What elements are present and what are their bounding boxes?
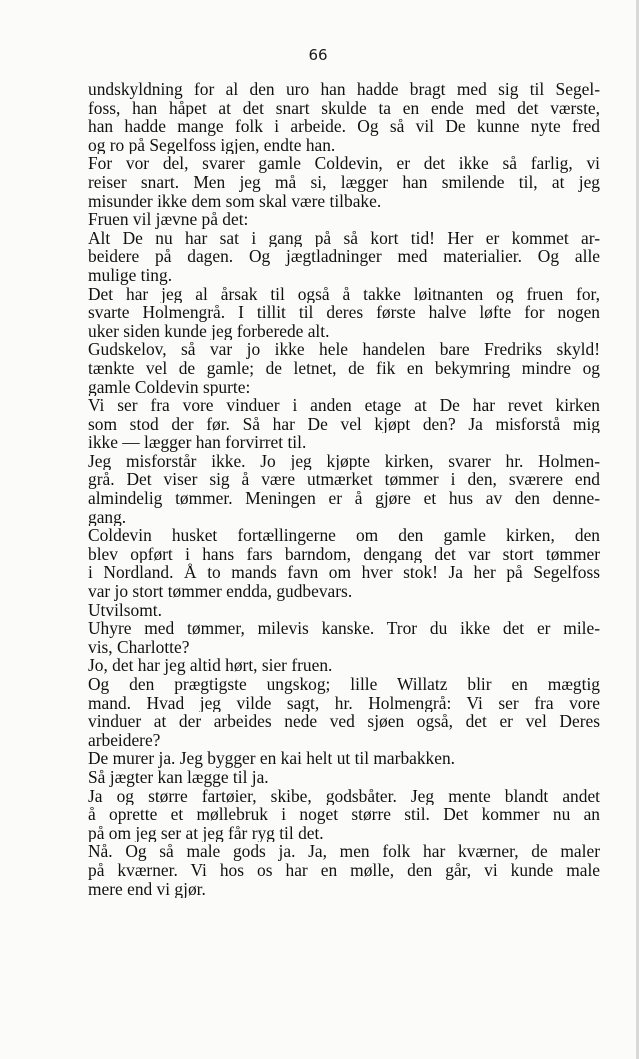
text-line: og ro på Segelfoss igjen, endte han.	[88, 135, 336, 155]
paragraph	[88, 229, 600, 285]
text-line: Nå. Og så male gods ja. Ja, men folk har kværner, de maler	[88, 842, 600, 861]
text-line: arbeidere?	[88, 730, 161, 750]
text-line: Fruen vil jævne på det:	[88, 210, 249, 229]
paragraph	[88, 601, 600, 620]
text-line: Utvilsomt.	[88, 600, 162, 620]
text-line: uker siden kunde jeg forberede alt.	[88, 321, 330, 341]
text-line: Coldevin husket fortællingerne om den gamle kirken, den	[88, 526, 600, 545]
text-line: blev opført i hans fars barndom, dengang det var stort tømmer	[88, 544, 600, 564]
text-line: tænkte vel de gamle; de letnet, de fik en bekymring mindre og	[88, 358, 600, 378]
text-line: mere end vi gjør.	[88, 879, 206, 899]
paragraph	[88, 285, 600, 341]
text-line: Uhyre med tømmer, milevis kanske. Tror du ikke det er mile-	[88, 619, 600, 638]
text-line: beidere på dagen. Og jægtladninger med materialier. Og alle	[88, 247, 600, 266]
paragraph	[88, 210, 600, 229]
page-text	[88, 80, 600, 898]
text-line: reiser snart. Men jeg må si, lægger han smilende til, at jeg	[88, 172, 600, 192]
paragraph	[88, 396, 600, 452]
paragraph	[88, 340, 600, 396]
text-line: var jo stort tømmer endda, gudbevars.	[88, 582, 353, 601]
text-line: Så jægter kan lægge til ja.	[88, 767, 269, 787]
text-line: vinduer at der arbeides nede ved sjøen også, det er vel Deres	[88, 712, 600, 731]
text-line: grå. Det viser sig å være utmærket tømmer i den, sværere end	[88, 470, 600, 490]
text-line: undskyldning for al den uro han hadde bragt med sig til Segel-	[88, 80, 600, 99]
text-line: Gudskelov, så var jo ikke hele handelen bare Fredriks skyld!	[88, 340, 600, 359]
text-line: han hadde mange folk i arbeide. Og så vil De kunne nyte fred	[88, 117, 600, 136]
text-line: De murer ja. Jeg bygger en kai helt ut til marbakken.	[88, 749, 456, 768]
text-line: i Nordland. Å to mands favn om hver stok! Ja her på Segelfoss	[88, 563, 600, 583]
text-line: gang.	[88, 507, 127, 527]
text-line: mulige ting.	[88, 265, 173, 285]
paragraph	[88, 749, 600, 768]
paragraph	[88, 842, 600, 898]
paragraph	[88, 154, 600, 210]
paragraph	[88, 452, 600, 526]
text-line: som stod der før. Så har De vel kjøpt den? Ja misforstå mig	[88, 414, 600, 434]
paragraph	[88, 619, 600, 656]
paragraph	[88, 675, 600, 749]
text-line: Og den prægtigste ungskog; lille Willatz blir en mægtig	[88, 675, 600, 694]
page-number: 66	[308, 46, 328, 64]
text-line: Ja og større fartøier, skibe, godsbåter. Jeg mente blandt andet	[88, 786, 600, 806]
paragraph	[88, 656, 600, 675]
text-line: Det har jeg al årsak til også å takke løitnanten og fruen for,	[88, 284, 600, 304]
paragraph	[88, 768, 600, 787]
text-line: ikke — lægger han forvirret til.	[88, 433, 307, 452]
paragraph	[88, 787, 600, 843]
text-line: svarte Holmengrå. I tillit til deres første halve løfte for nogen	[88, 303, 600, 322]
text-line: Jo, det har jeg altid hørt, sier fruen.	[88, 656, 333, 675]
text-line: på om jeg ser at jeg får ryg til det.	[88, 823, 324, 843]
text-line: misunder ikke dem som skal være tilbake.	[88, 191, 382, 211]
text-line: gamle Coldevin spurte:	[88, 377, 251, 397]
text-line: For vor del, svarer gamle Coldevin, er det ikke så farlig, vi	[88, 154, 600, 173]
paragraph	[88, 526, 600, 600]
text-line: å oprette et møllebruk i noget større stil. Det kommer nu an	[88, 805, 600, 824]
text-line: mand. Hvad jeg vilde sagt, hr. Holmengrå: Vi ser fra vore	[88, 693, 600, 713]
text-line: almindelig tømmer. Meningen er å gjøre et hus av den denne-	[88, 489, 600, 508]
text-line: foss, han håpet at det snart skulde ta en ende med det værste,	[88, 98, 600, 118]
text-line: på kværner. Vi hos os har en mølle, den går, vi kunde male	[88, 860, 600, 880]
paragraph	[88, 80, 600, 154]
text-line: Jeg misforstår ikke. Jo jeg kjøpte kirken, svarer hr. Holmen-	[88, 451, 600, 471]
text-line: Alt De nu har sat i gang på så kort tid! Her er kommet ar-	[88, 228, 600, 248]
text-line: Vi ser fra vore vinduer i anden etage at De har revet kirken	[88, 396, 600, 415]
text-line: vis, Charlotte?	[88, 637, 190, 657]
